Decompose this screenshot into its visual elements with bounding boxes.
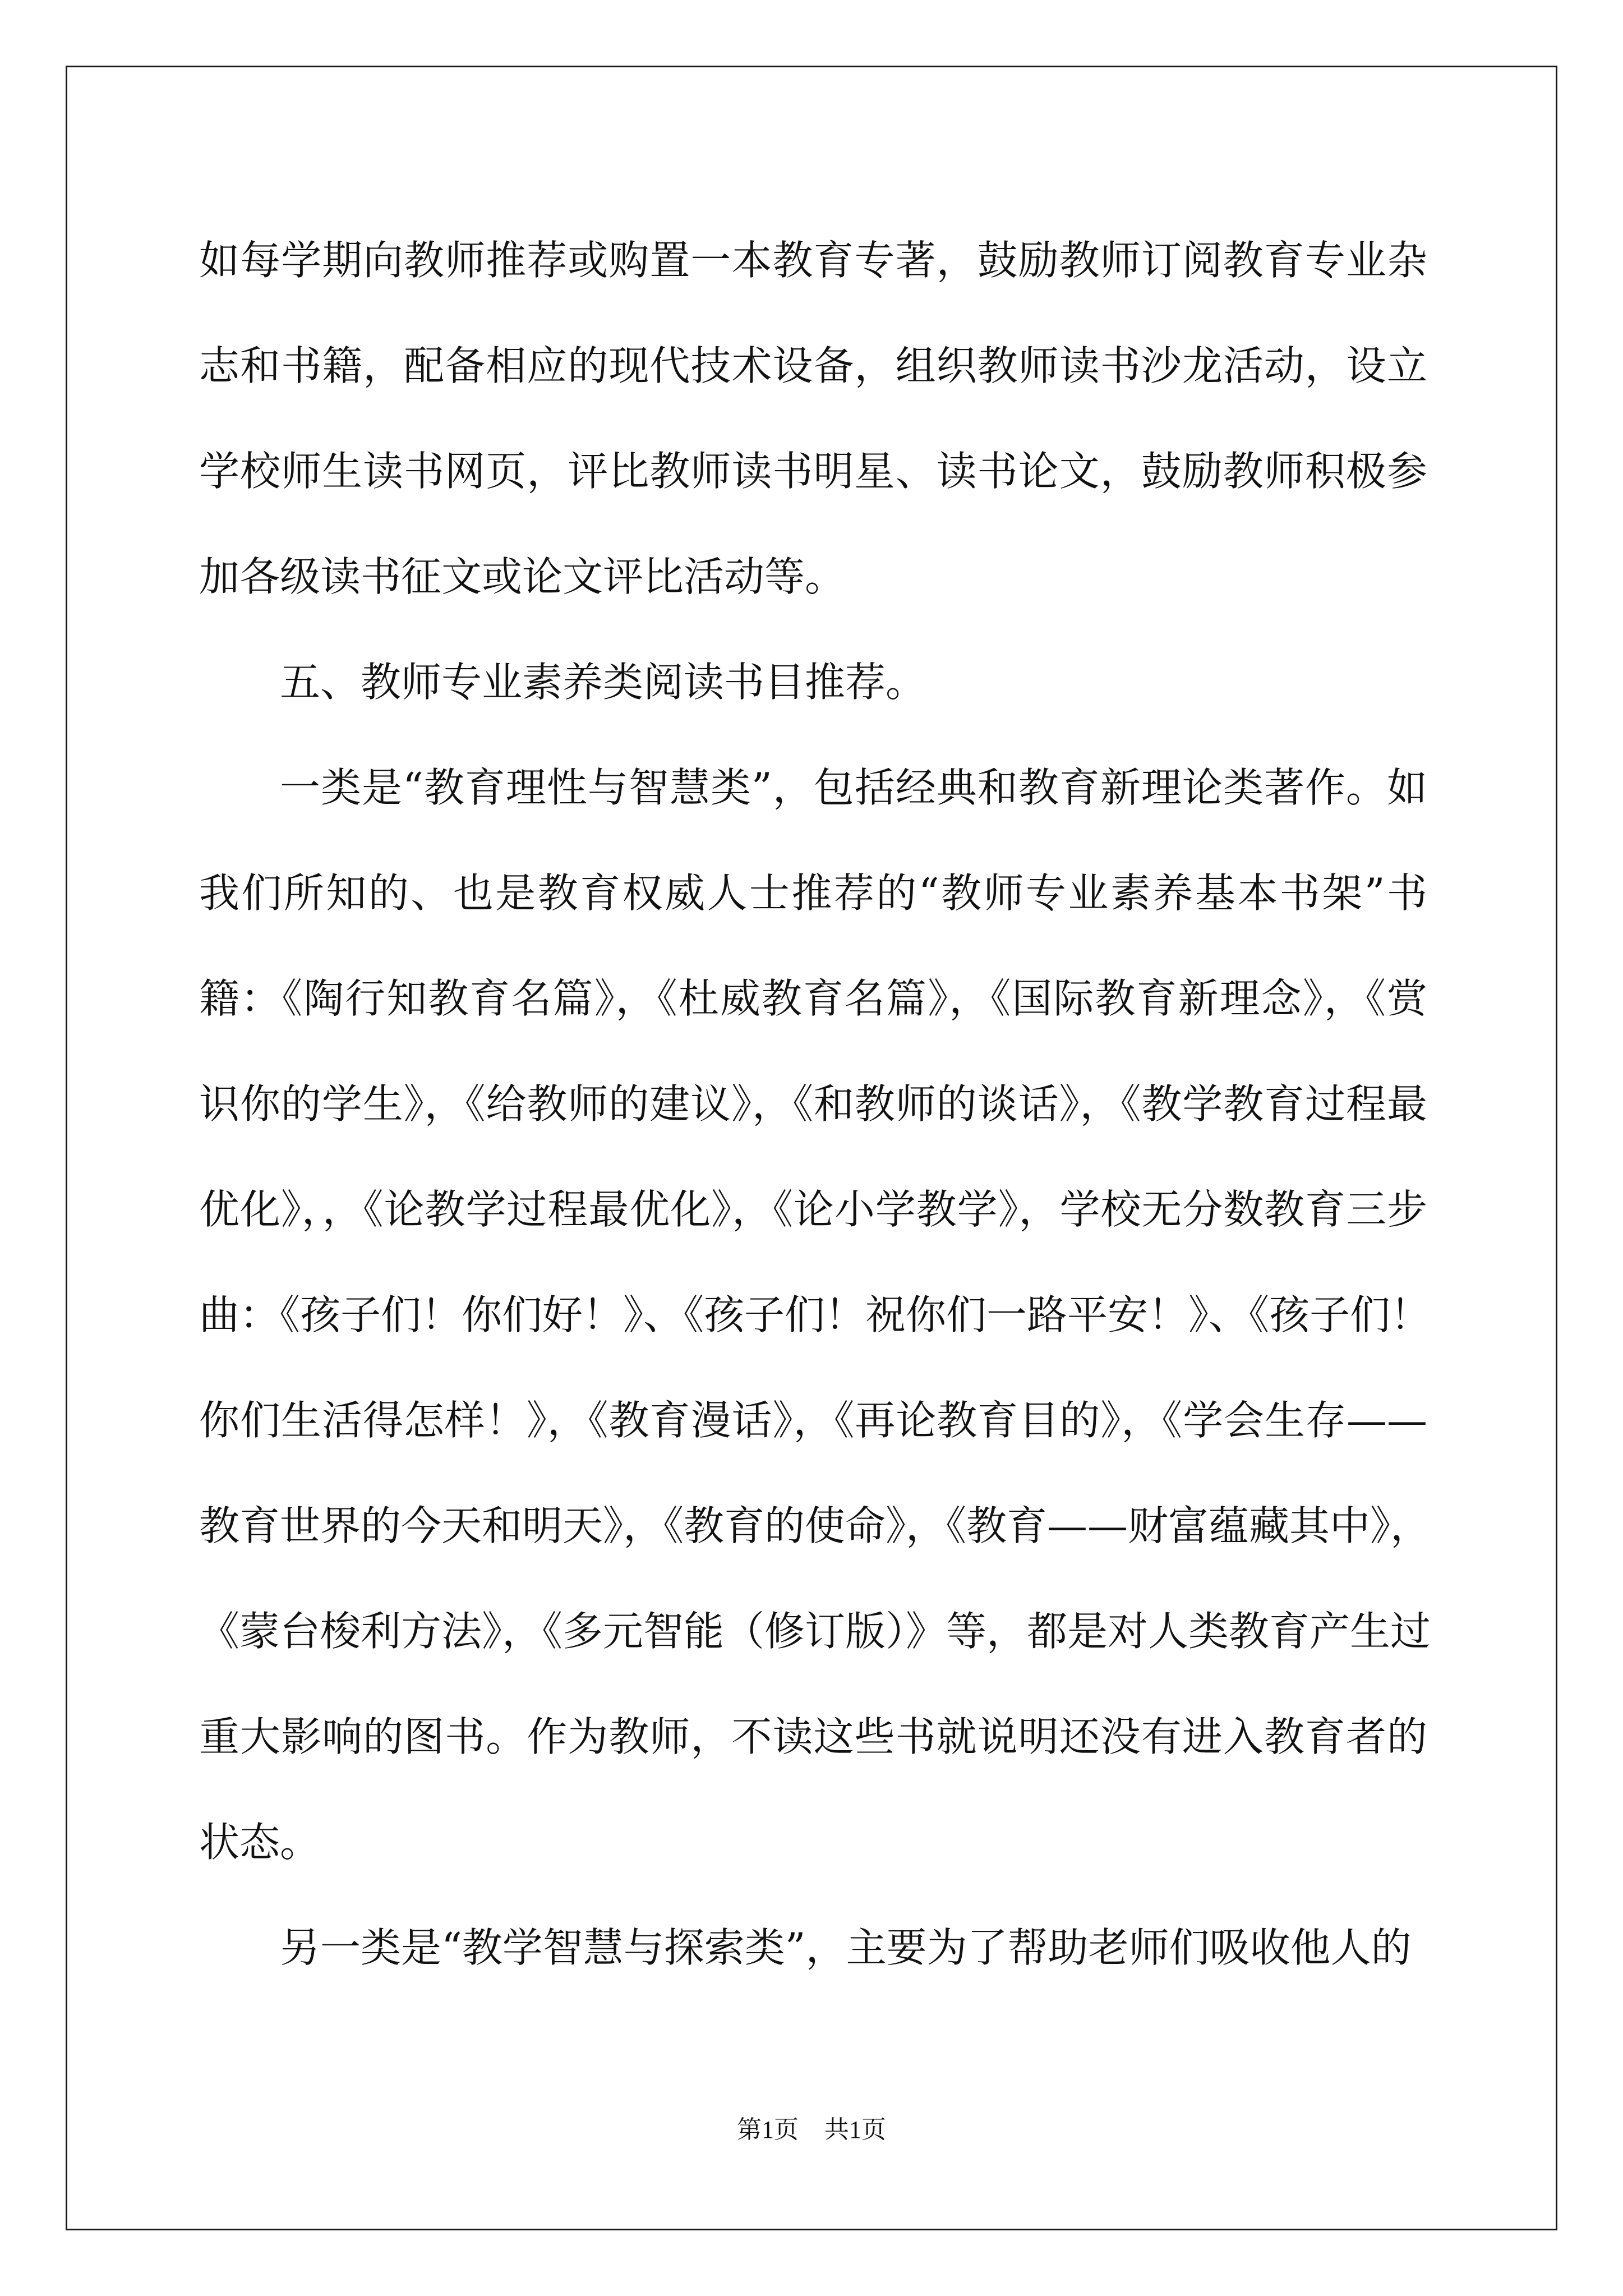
text-line: 我们所知的、也是教育权威人士推荐的“教师专业素养基本书架”书 bbox=[199, 869, 1427, 917]
text-line: 一类是“教育理性与智慧类”，包括经典和教育新理论类著作。如 bbox=[280, 764, 1427, 811]
text-line: 教育世界的今天和明天》，《教育的使命》，《教育——财富蕴藏其中》， bbox=[199, 1502, 1431, 1549]
text-line: 志和书籍，配备相应的现代技术设备，组织教师读书沙龙活动，设立 bbox=[199, 342, 1427, 389]
text-line: 《蒙台梭利方法》，《多元智能（修订版）》等，都是对人类教育产生过 bbox=[199, 1608, 1431, 1655]
page-footer bbox=[0, 2109, 1623, 2145]
paragraph bbox=[199, 1895, 1427, 2000]
document-body bbox=[199, 208, 1431, 2000]
paragraph bbox=[199, 208, 1427, 629]
text-line: 重大影响的图书。作为教师，不读这些书就说明还没有进入教育者的 bbox=[199, 1713, 1427, 1760]
paragraph bbox=[199, 629, 1427, 735]
text-line: 优化》，，《论教学过程最优化》，《论小学教学》，学校无分数教育三步 bbox=[199, 1186, 1427, 1233]
page-total: 共1页 bbox=[824, 2116, 886, 2143]
page-number: 第1页 bbox=[737, 2116, 799, 2143]
text-line: 籍：《陶行知教育名篇》，《杜威教育名篇》，《国际教育新理念》，《赏 bbox=[199, 975, 1427, 1022]
text-line: 加各级读书征文或论文评比活动等。 bbox=[199, 553, 846, 600]
text-line: 识你的学生》，《给教师的建议》，《和教师的谈话》，《教学教育过程最 bbox=[199, 1080, 1427, 1128]
text-line: 曲：《孩子们！你们好！》、《孩子们！祝你们一路平安！》、《孩子们！ bbox=[199, 1291, 1431, 1338]
text-line: 五、教师专业素养类阅读书目推荐。 bbox=[280, 659, 926, 706]
text-line: 学校师生读书网页，评比教师读书明星、读书论文，鼓励教师积极参 bbox=[199, 448, 1427, 495]
text-line: 你们生活得怎样！》，《教育漫话》，《再论教育目的》，《学会生存—— bbox=[199, 1397, 1427, 1444]
paragraph bbox=[199, 735, 1431, 1895]
text-line: 如每学期向教师推荐或购置一本教育专著，鼓励教师订阅教育专业杂 bbox=[199, 237, 1427, 284]
text-line: 状态。 bbox=[199, 1819, 321, 1866]
text-line: 另一类是“教学智慧与探索类”，主要为了帮助老师们吸收他人的 bbox=[280, 1924, 1412, 1971]
